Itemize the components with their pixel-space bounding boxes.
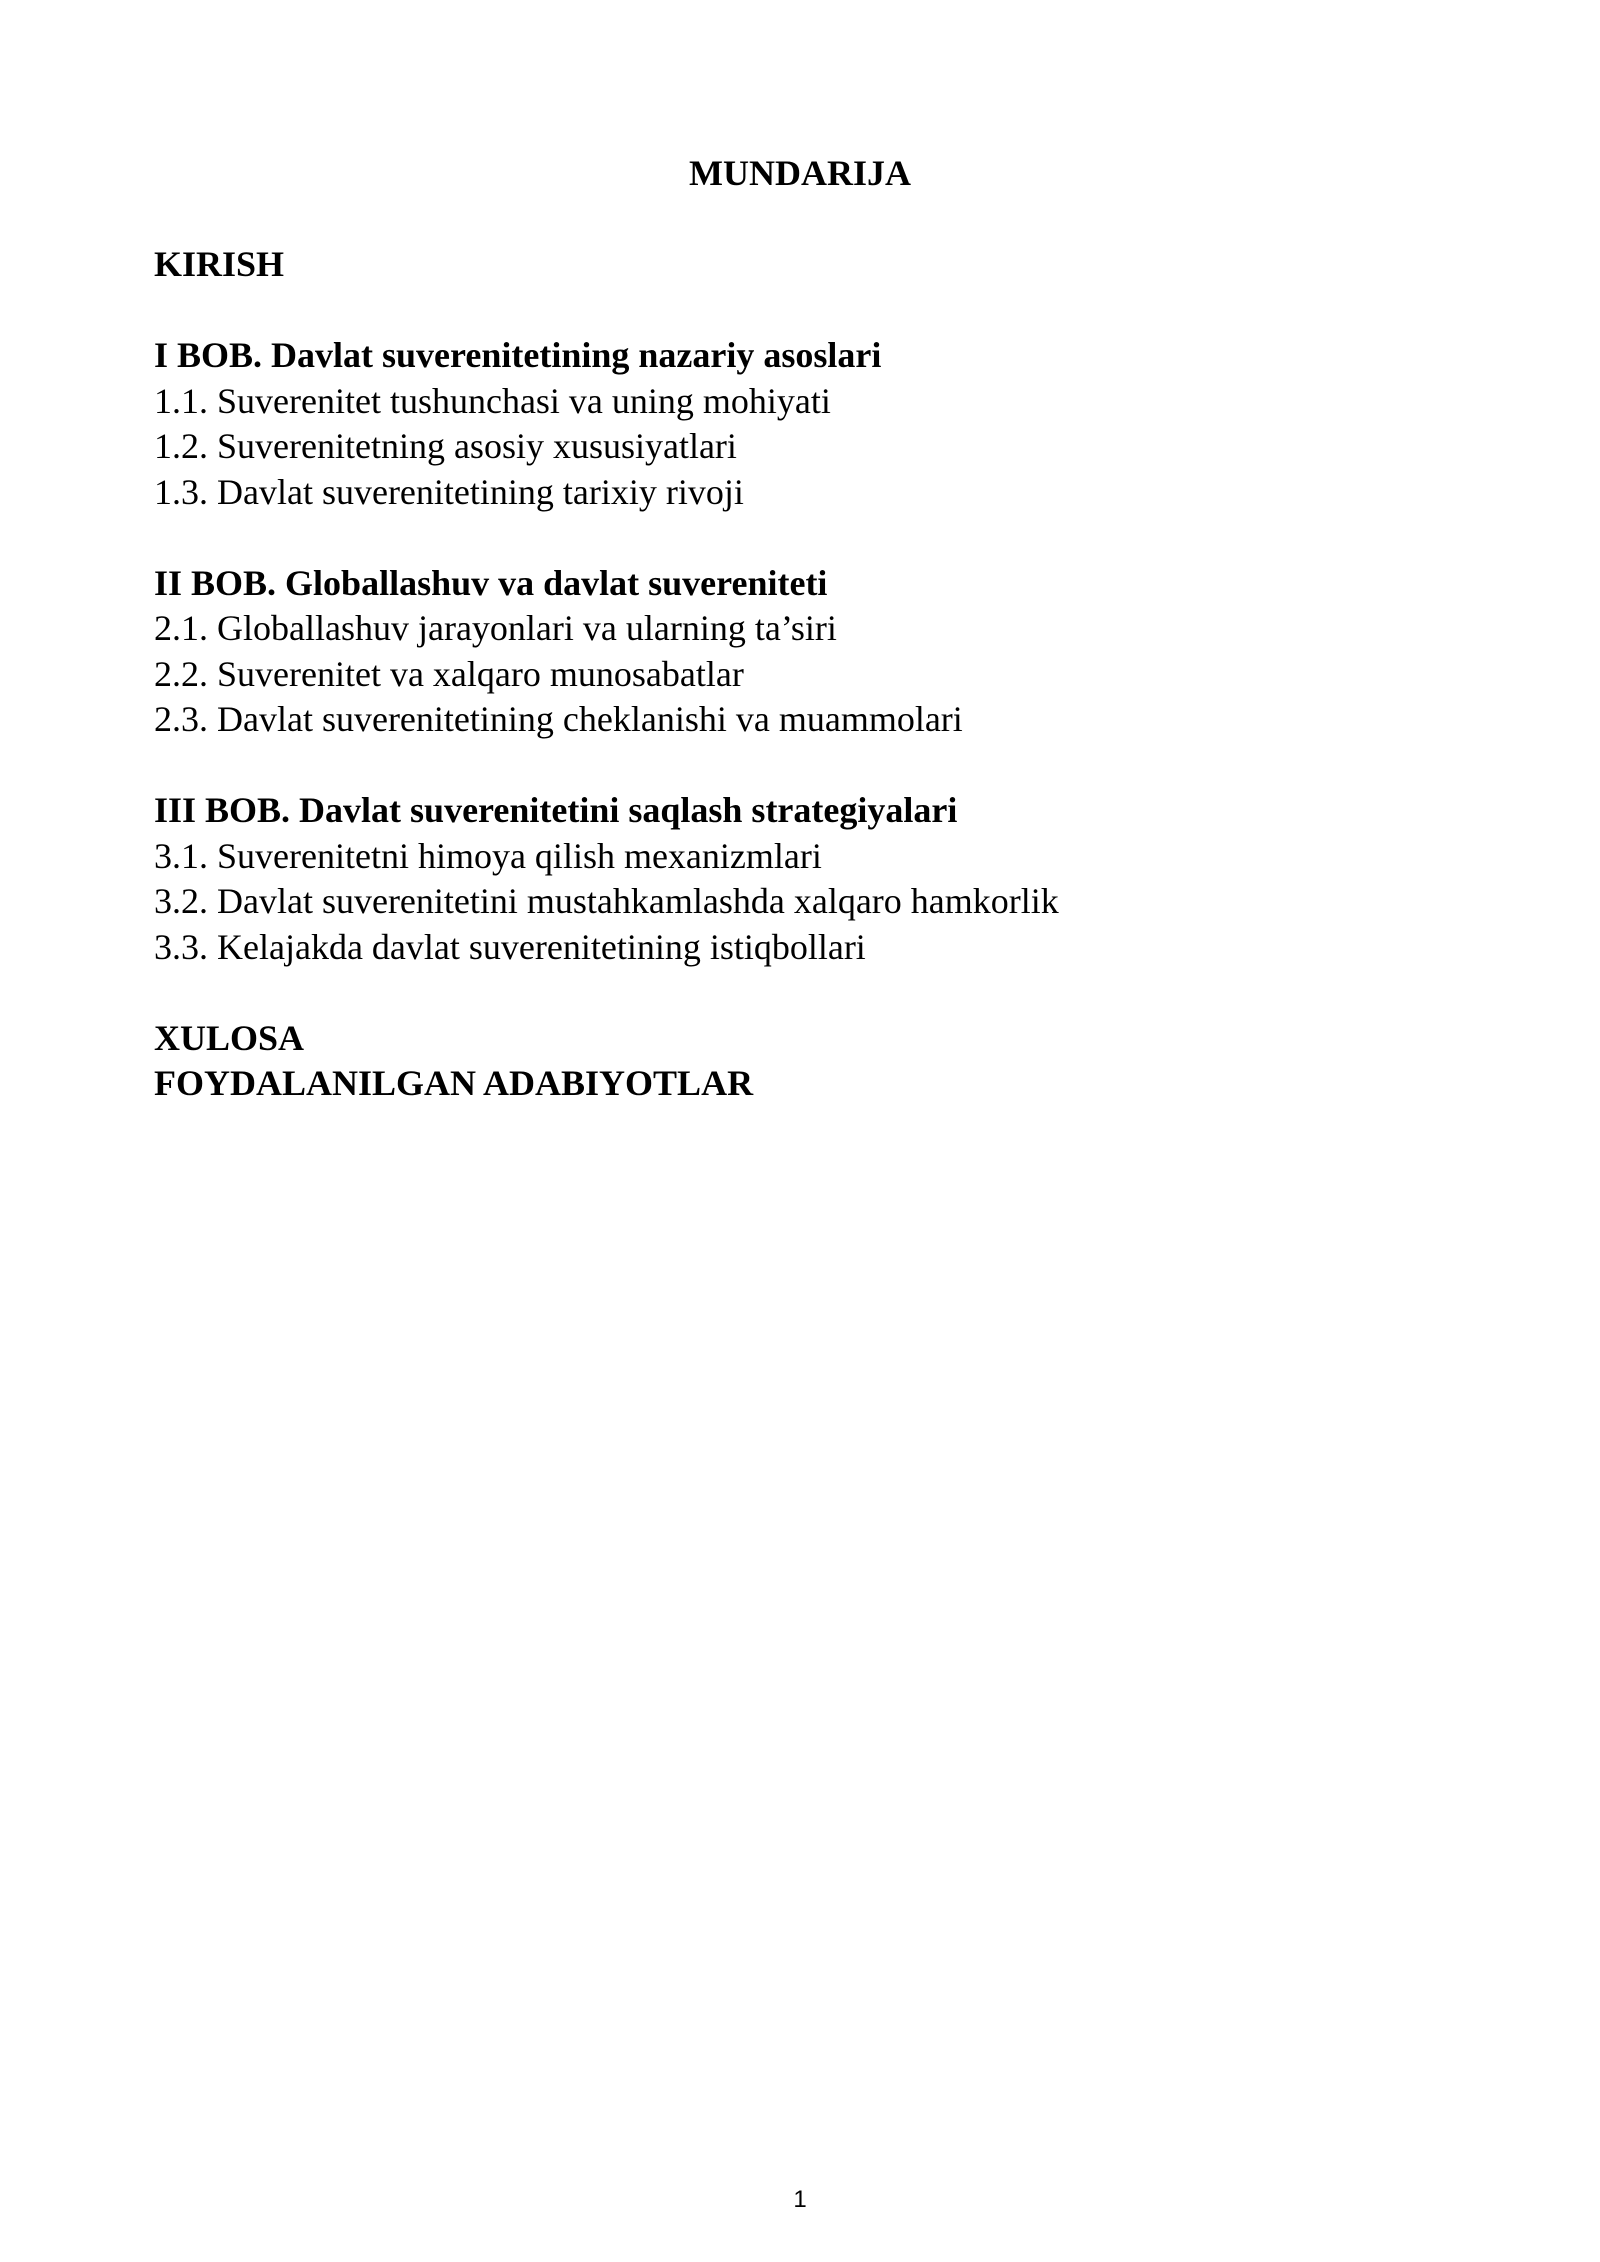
toc-title-text: MUNDARIJA <box>689 153 911 193</box>
chapter-1-heading: I BOB. Davlat suverenitetining nazariy asoslari <box>154 335 882 375</box>
spacer <box>154 288 1454 334</box>
toc-title <box>0 152 1600 195</box>
spacer <box>154 515 1454 561</box>
table-of-contents <box>154 242 1454 1107</box>
chapter-2-heading: II BOB. Globallashuv va davlat suvereniteti <box>154 562 828 603</box>
toc-entry-conclusion: XULOSA <box>154 1017 305 1058</box>
section-1-3: 1.3. Davlat suverenitetining tarixiy rivoji <box>154 471 744 512</box>
spacer <box>154 743 1454 789</box>
section-3-2: 3.2. Davlat suverenitetini mustahkamlashda xalqaro hamkorlik <box>154 881 1059 921</box>
section-2-2: 2.2. Suverenitet va xalqaro munosabatlar <box>154 653 744 694</box>
toc-entry-intro: KIRISH <box>154 244 285 284</box>
section-3-3: 3.3. Kelajakda davlat suverenitetining istiqbollari <box>154 926 866 967</box>
section-2-1: 2.1. Globallashuv jarayonlari va ularning ta’siri <box>154 608 837 648</box>
toc-entry-references: FOYDALANILGAN ADABIYOTLAR <box>154 1063 754 1103</box>
section-3-1: 3.1. Suverenitetni himoya qilish mexanizmlari <box>154 835 822 876</box>
section-2-3: 2.3. Davlat suverenitetining cheklanishi va muammolari <box>154 699 963 739</box>
spacer <box>154 970 1454 1016</box>
chapter-3-heading: III BOB. Davlat suverenitetini saqlash strategiyalari <box>154 790 958 830</box>
section-1-2: 1.2. Suverenitetning asosiy xususiyatlari <box>154 426 737 466</box>
page-number: 1 <box>793 2186 807 2213</box>
section-1-1: 1.1. Suverenitet tushunchasi va uning mohiyati <box>154 380 831 421</box>
